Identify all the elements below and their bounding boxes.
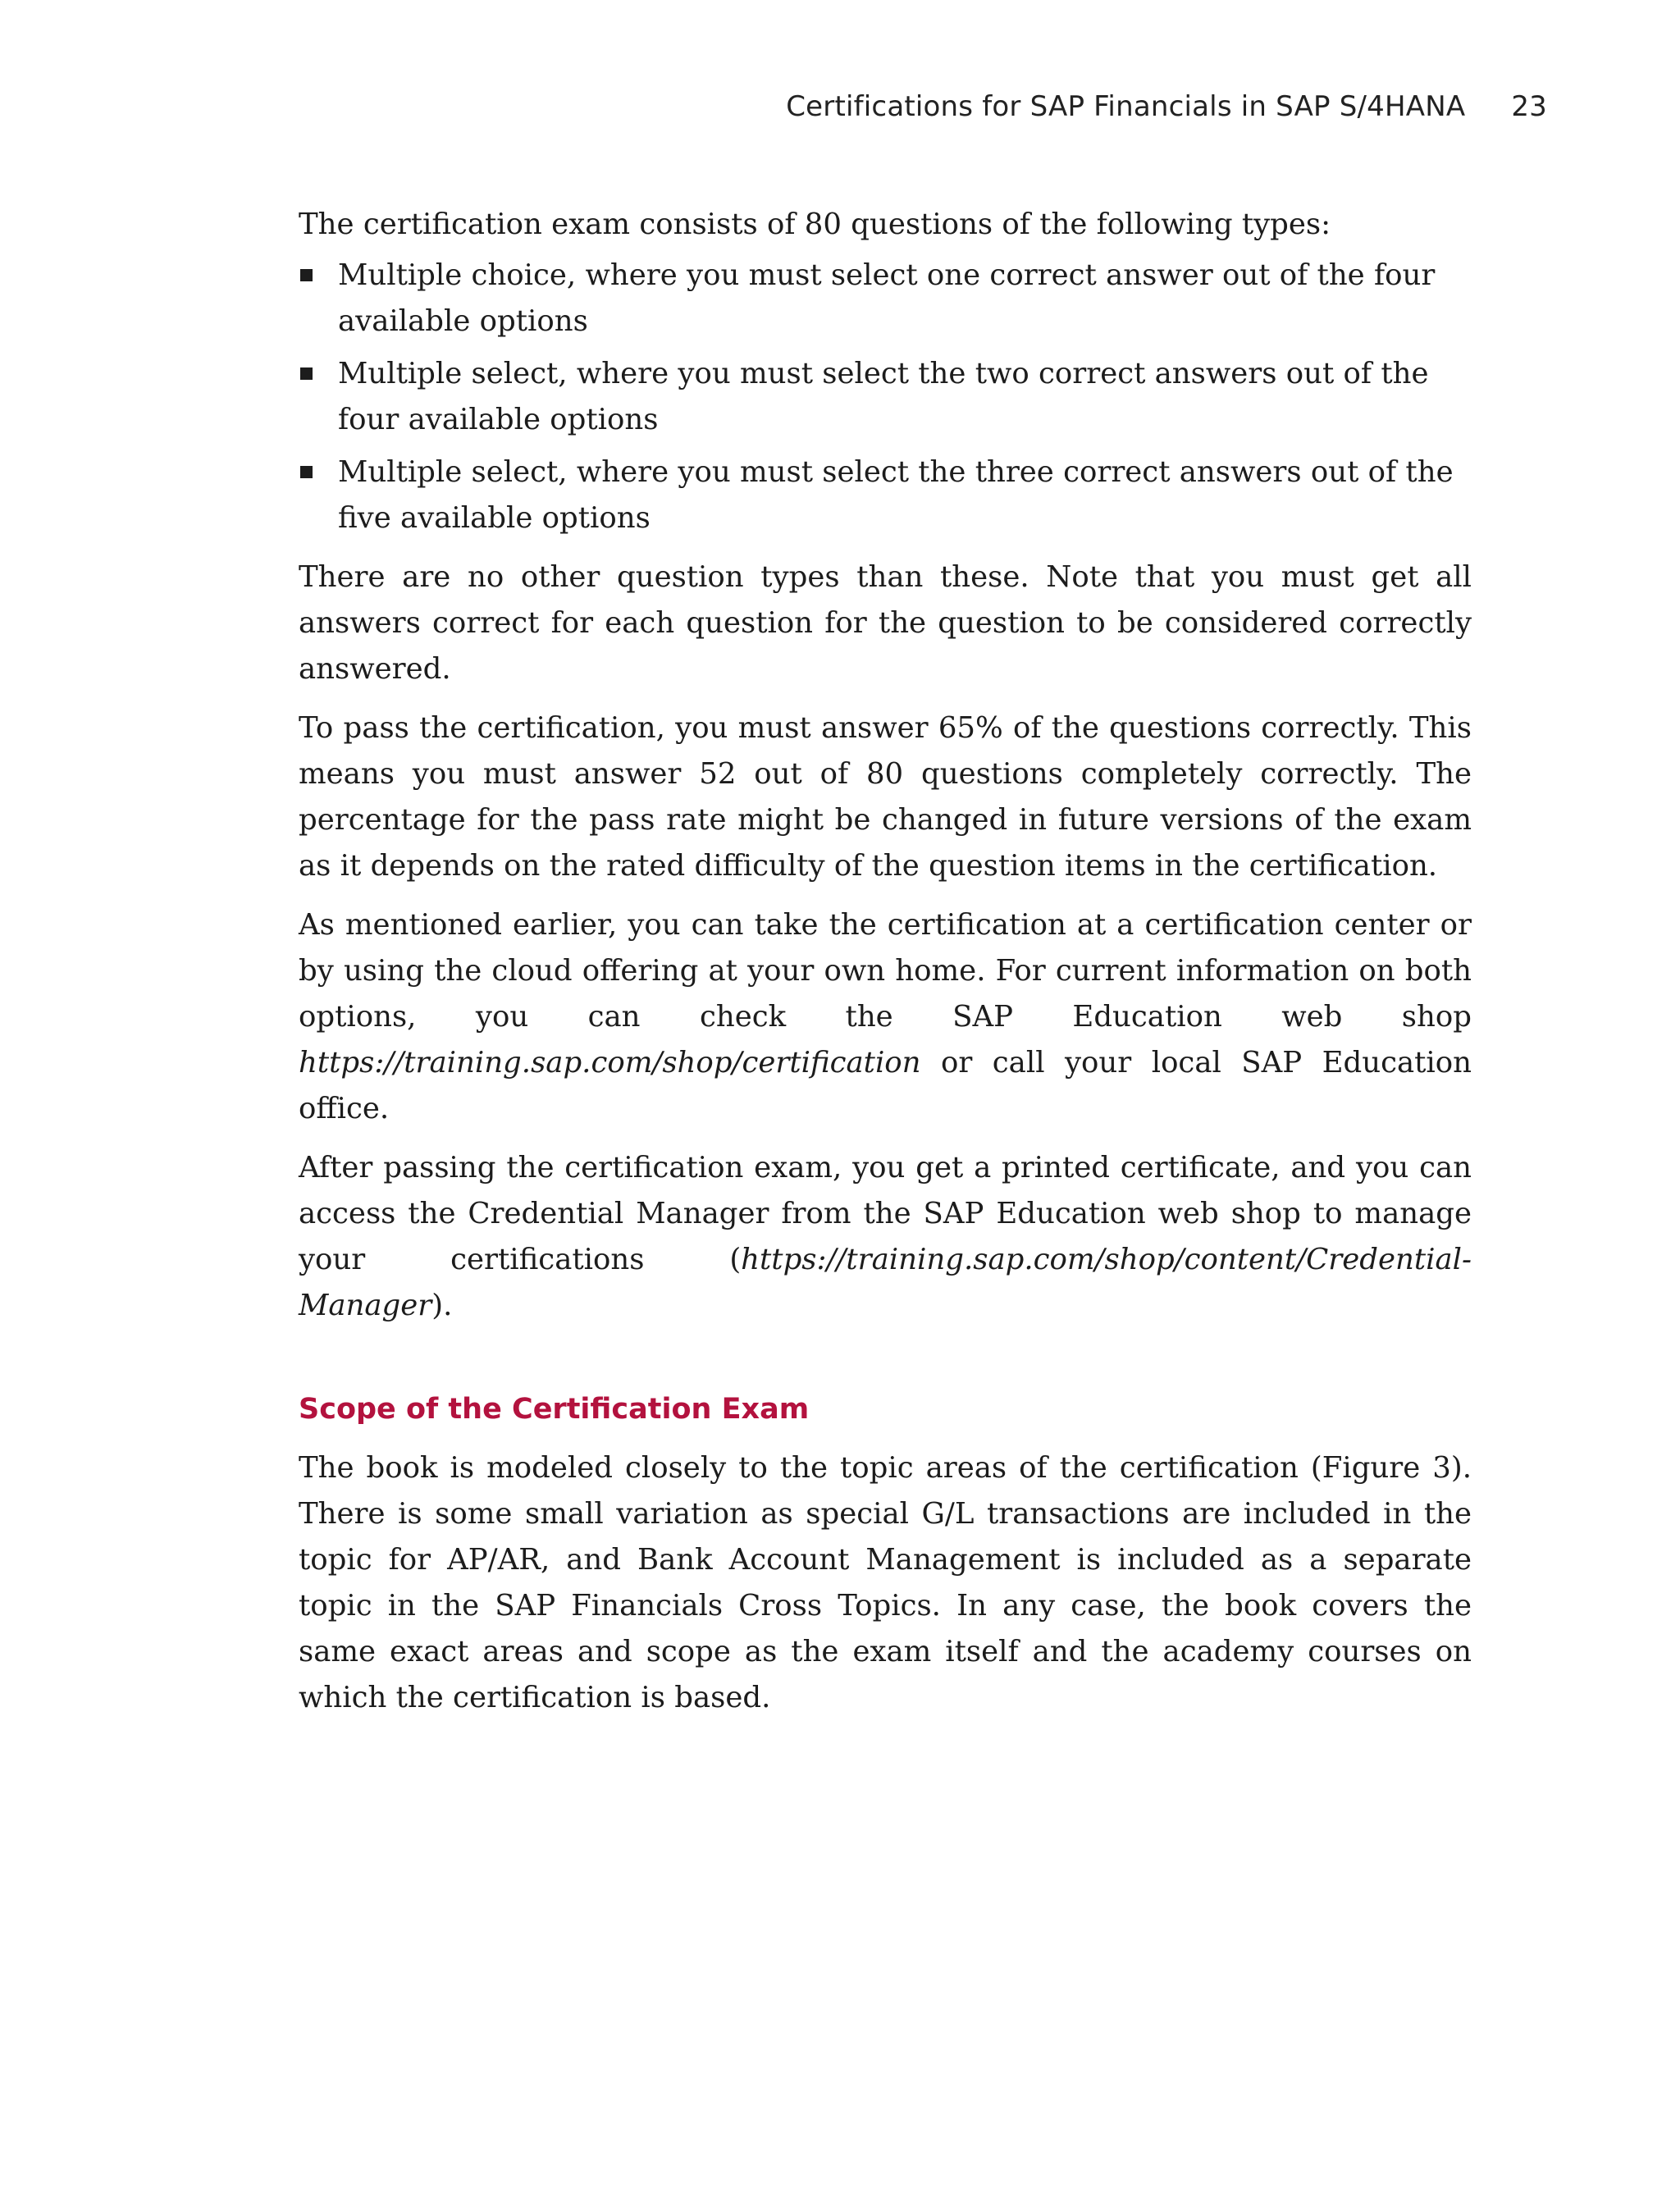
list-item [299, 450, 1472, 541]
list-item [299, 351, 1472, 443]
list-item-text: Multiple select, where you must select the two correct answers out of the four available options [338, 357, 1429, 436]
question-types-paragraph: There are no other question types than these. Note that you must get all answers correct for each question for the question to be considered correctly answered. [299, 560, 1472, 686]
square-bullet-icon [300, 269, 313, 281]
intro-paragraph: The certification exam consists of 80 questions of the following types: [299, 208, 1331, 241]
credential-manager-link[interactable]: https://training.sap.com/shop/content/Credential-Manager [299, 1243, 1472, 1322]
square-bullet-icon [300, 466, 313, 478]
square-bullet-icon [300, 367, 313, 380]
running-title: Certifications for SAP Financials in SAP S/4HANA [786, 90, 1466, 123]
certification-shop-link[interactable]: https://training.sap.com/shop/certification [299, 1046, 921, 1080]
paragraph-text: As mentioned earlier, you can take the certification at a certification center or by using the cloud offering at your own home. For current information on both options, you can check the SAP Education web shop [299, 908, 1472, 1034]
scope-paragraph: The book is modeled closely to the topic areas of the certification (Figure 3). There is some small variation as special G/L transactions are included in the topic for AP/AR, and Bank Account Management is included as a separate topic in the SAP Financials Cross Topics. In any case, the book covers the same exact areas and scope as the exam itself and the academy courses on which the certification is based. [299, 1451, 1472, 1714]
running-header [0, 90, 1547, 123]
page-number: 23 [1511, 90, 1547, 123]
paragraph-text: or call your local SAP Education office. [299, 1046, 1472, 1125]
credential-manager-paragraph [299, 1145, 1472, 1329]
question-type-list [299, 253, 1472, 541]
list-item [299, 253, 1472, 345]
pass-rate-paragraph: To pass the certification, you must answer 65% of the questions correctly. This means you must answer 52 out of 80 questions completely correctly. The percentage for the pass rate might be changed in future versions of the exam as it depends on the rated difficulty of the question items in the certification. [299, 711, 1472, 883]
paragraph-text: After passing the certification exam, you get a printed certificate, and you can access the Credential Manager from the SAP Education web shop to manage your certifications ( [299, 1151, 1472, 1276]
cloud-offering-paragraph [299, 902, 1472, 1132]
list-item-text: Multiple choice, where you must select one correct answer out of the four available options [338, 258, 1436, 338]
section-heading: Scope of the Certification Exam [299, 1393, 810, 1426]
body-text [299, 202, 1472, 1734]
paragraph-text: ). [431, 1289, 453, 1322]
list-item-text: Multiple select, where you must select the three correct answers out of the five available options [338, 455, 1454, 535]
